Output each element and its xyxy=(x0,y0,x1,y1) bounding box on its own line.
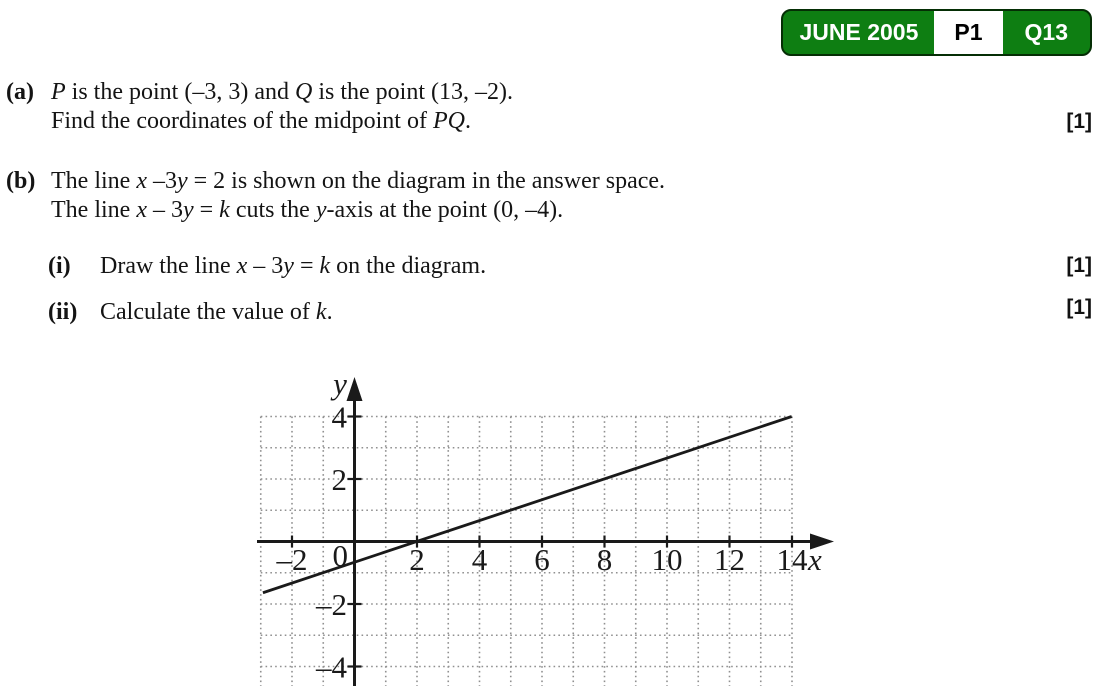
x-tick-label: 12 xyxy=(714,542,745,577)
y-tick-label: –2 xyxy=(316,587,347,622)
part-b-ii-label: (ii) xyxy=(48,299,78,325)
origin-label: 0 xyxy=(332,538,348,573)
x-tick-label: 14 xyxy=(776,542,808,577)
x-tick-label: –2 xyxy=(276,542,308,577)
badge-session-label: JUNE 2005 xyxy=(799,19,919,45)
x-axis-letter: x xyxy=(808,542,822,577)
y-tick-label: 4 xyxy=(331,399,347,435)
part-a-marks: [1] xyxy=(1066,110,1092,133)
badge-question-label: Q13 xyxy=(1024,19,1068,45)
x-tick-label: 2 xyxy=(409,542,425,577)
x-tick-label: 10 xyxy=(651,542,683,577)
badge-paper-label: P1 xyxy=(934,11,1002,54)
part-b-i-text: Draw the line x – 3y = k on the diagram. xyxy=(100,253,487,279)
part-b-text-1: The line x –3y = 2 is shown on the diagram in the answer space. xyxy=(51,168,666,194)
x-tick-label: 4 xyxy=(471,542,488,577)
part-b-i-label: (i) xyxy=(48,253,71,279)
y-tick-label: –4 xyxy=(316,649,347,685)
x-tick-label: 6 xyxy=(534,542,550,577)
y-axis-arrow xyxy=(347,377,363,401)
part-b-ii-text: Calculate the value of k. xyxy=(100,299,333,325)
axis-labels xyxy=(276,366,823,685)
part-b-ii-marks: [1] xyxy=(1066,296,1092,319)
part-b-text-2: The line x – 3y = k cuts the y-axis at the point (0, –4). xyxy=(51,197,564,223)
part-a-text-2: Find the coordinates of the midpoint of PQ. xyxy=(51,108,471,134)
x-tick-label: 8 xyxy=(596,542,613,577)
plotted-line xyxy=(263,417,792,593)
y-axis-letter: y xyxy=(333,366,347,401)
part-a-text-1: P is the point (–3, 3) and Q is the point (13, –2). xyxy=(51,79,513,105)
part-b-i-marks: [1] xyxy=(1066,254,1092,277)
part-a-label: (a) xyxy=(6,79,34,105)
y-tick-label: 2 xyxy=(331,462,347,497)
part-b-label: (b) xyxy=(6,168,36,194)
